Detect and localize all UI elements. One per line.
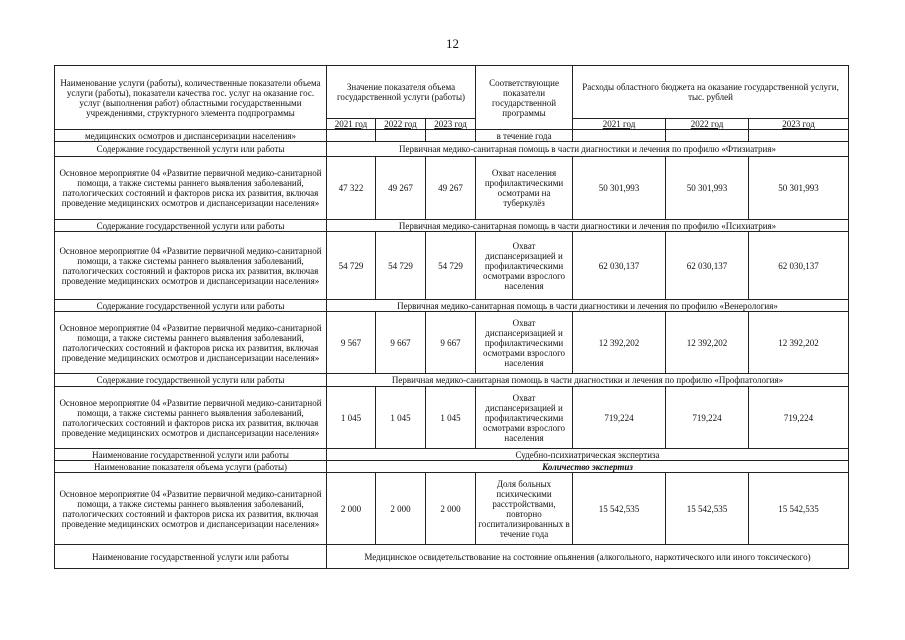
volume-2023: 2 000 <box>426 473 476 545</box>
volume-2021: 1 045 <box>327 387 376 449</box>
header-program-indicators: Соответствующие показатели государственной программы <box>476 66 573 130</box>
services-table <box>54 65 849 569</box>
spend-2022: 719,224 <box>666 387 749 449</box>
spend-2023: 12 392,202 <box>749 312 849 374</box>
volume-2022: 9 667 <box>376 312 426 374</box>
volume-2021: 47 322 <box>327 157 376 220</box>
section-content: Первичная медико-санитарная помощь в части диагностики и лечения по профилю «Венерология» <box>327 300 849 312</box>
measure-text: Основное мероприятие 04 «Развитие первичной медико-санитарной помощи, а также системы раннего выявления заболеваний, патологических состояний и факторов риска их развития, включая проведение медицинских осмотров и диспансеризации населения» <box>55 312 327 374</box>
volume-2022: 2 000 <box>376 473 426 545</box>
spend-2022: 15 542,535 <box>666 473 749 545</box>
spend-2022: 50 301,993 <box>666 157 749 220</box>
volume-2023: 49 267 <box>426 157 476 220</box>
volume-2022: 49 267 <box>376 157 426 220</box>
header-volume-values: Значение показателя объема государственной услуги (работы) <box>327 66 476 119</box>
section-label: Содержание государственной услуги или работы <box>55 300 327 312</box>
section-label: Содержание государственной услуги или работы <box>55 374 327 387</box>
section-label: Содержание государственной услуги или работы <box>55 142 327 157</box>
year-2022: 2022 год <box>376 119 426 130</box>
program-indicator: Охват диспансеризацией и профилактическими осмотрами взрослого населения <box>476 312 573 374</box>
program-indicator: Охват населения профилактическими осмотрами на туберкулёз <box>476 157 573 220</box>
service-name: Медицинское освидетельствование на состояние опьянения (алкогольного, наркотического или иного токсического) <box>327 545 849 569</box>
program-indicator: Охват диспансеризацией и профилактическими осмотрами взрослого населения <box>476 232 573 300</box>
cont-row-indicator: в течение года <box>476 130 573 142</box>
section-content: Первичная медико-санитарная помощь в части диагностики и лечения по профилю «Профпатология» <box>327 374 849 387</box>
measure-text: Основное мероприятие 04 «Развитие первичной медико-санитарной помощи, а также системы раннего выявления заболеваний, патологических состояний и факторов риска их развития, включая проведение медицинских осмотров и диспансеризации населения» <box>55 157 327 220</box>
spend-2021: 719,224 <box>573 387 666 449</box>
spend-2021: 15 542,535 <box>573 473 666 545</box>
spend-2021: 12 392,202 <box>573 312 666 374</box>
volume-2021: 9 567 <box>327 312 376 374</box>
volume-2021: 54 729 <box>327 232 376 300</box>
volume-2023: 1 045 <box>426 387 476 449</box>
section-label: Содержание государственной услуги или работы <box>55 220 327 232</box>
program-indicator: Доля больных психическими расстройствами, повторно госпитализированных в течение года <box>476 473 573 545</box>
volume-2023: 54 729 <box>426 232 476 300</box>
service-name: Судебно-психиатрическая экспертиза <box>327 449 849 461</box>
spend-2023: 719,224 <box>749 387 849 449</box>
section-content: Первичная медико-санитарная помощь в части диагностики и лечения по профилю «Фтизиатрия» <box>327 142 849 157</box>
indicator-label: Наименование показателя объема услуги (работы) <box>55 461 327 473</box>
year-2023: 2023 год <box>749 119 849 130</box>
service-label: Наименование государственной услуги или работы <box>55 449 327 461</box>
cont-row-name: медицинских осмотров и диспансеризации населения» <box>55 130 327 142</box>
header-service-name: Наименование услуги (работы), количественные показатели объема услуги (работы), показатели качества гос. услуг на оказание гос. услуг (выполнения работ) областными государственными учреждениями, структурного элемента подпрограммы <box>55 66 327 130</box>
program-indicator: Охват диспансеризацией и профилактическими осмотрами взрослого населения <box>476 387 573 449</box>
measure-text: Основное мероприятие 04 «Развитие первичной медико-санитарной помощи, а также системы раннего выявления заболеваний, патологических состояний и факторов риска их развития, включая проведение медицинских осмотров и диспансеризации населения» <box>55 232 327 300</box>
volume-2021: 2 000 <box>327 473 376 545</box>
service-label: Наименование государственной услуги или работы <box>55 545 327 569</box>
volume-2022: 54 729 <box>376 232 426 300</box>
measure-text: Основное мероприятие 04 «Развитие первичной медико-санитарной помощи, а также системы раннего выявления заболеваний, патологических состояний и факторов риска их развития, включая проведение медицинских осмотров и диспансеризации населения» <box>55 387 327 449</box>
spend-2021: 62 030,137 <box>573 232 666 300</box>
year-2021: 2021 год <box>573 119 666 130</box>
year-2022: 2022 год <box>666 119 749 130</box>
spend-2023: 50 301,993 <box>749 157 849 220</box>
spend-2022: 62 030,137 <box>666 232 749 300</box>
volume-2023: 9 667 <box>426 312 476 374</box>
year-2023: 2023 год <box>426 119 476 130</box>
section-content: Первичная медико-санитарная помощь в части диагностики и лечения по профилю «Психиатрия» <box>327 220 849 232</box>
spend-2023: 15 542,535 <box>749 473 849 545</box>
spend-2021: 50 301,993 <box>573 157 666 220</box>
spend-2023: 62 030,137 <box>749 232 849 300</box>
indicator-name: Количество экспертиз <box>327 461 849 473</box>
measure-text: Основное мероприятие 04 «Развитие первичной медико-санитарной помощи, а также системы раннего выявления заболеваний, патологических состояний и факторов риска их развития, включая проведение медицинских осмотров и диспансеризации населения» <box>55 473 327 545</box>
volume-2022: 1 045 <box>376 387 426 449</box>
spend-2022: 12 392,202 <box>666 312 749 374</box>
page-number: 12 <box>446 36 459 51</box>
header-budget-expenses: Расходы областного бюджета на оказание государственной услуги, тыс. рублей <box>573 66 849 119</box>
year-2021: 2021 год <box>327 119 376 130</box>
